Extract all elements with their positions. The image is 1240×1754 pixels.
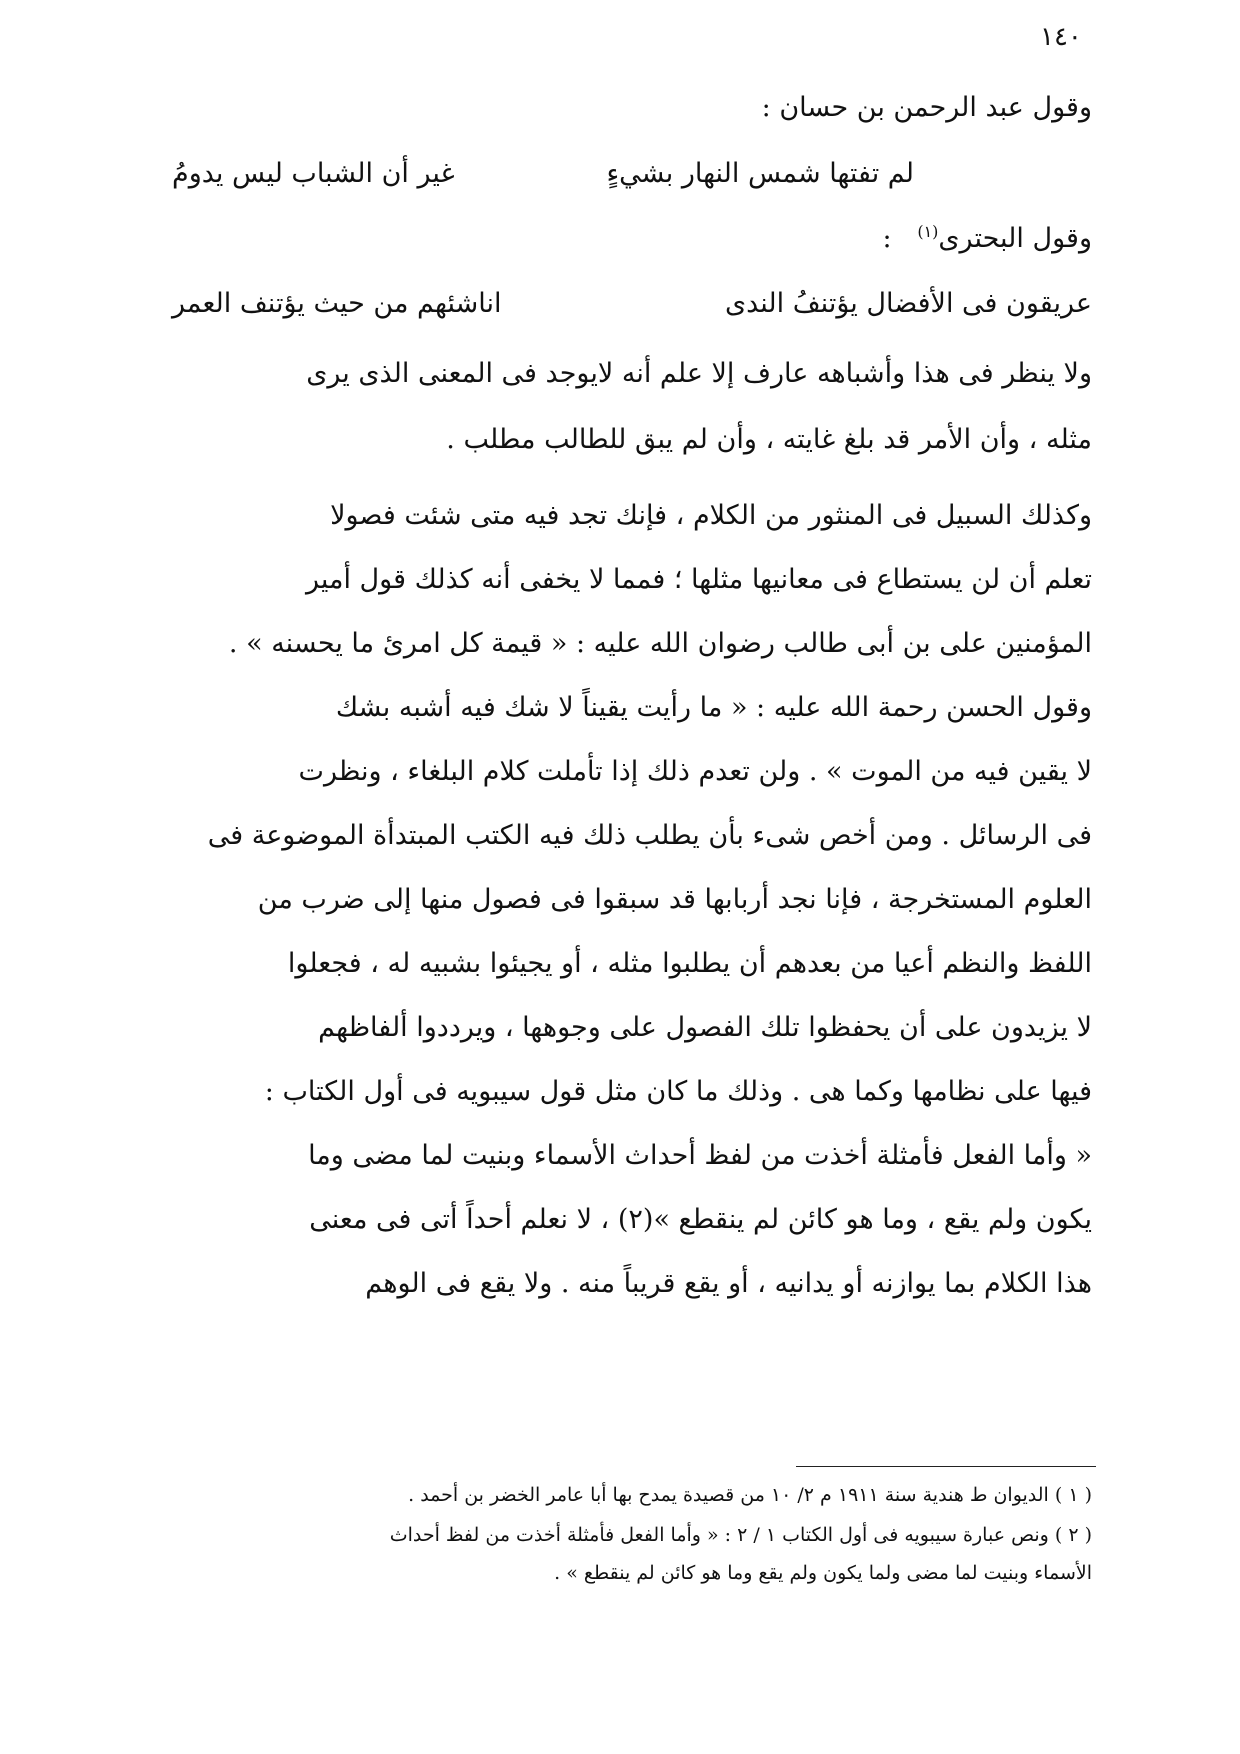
paragraph-line: اللفظ والنظم أعيا من بعدهم أن يطلبوا مثله ، أو يجيئوا بشبيه له ، فجعلوا xyxy=(287,948,1092,979)
paragraph-line: تعلم أن لن يستطاع فى معانيها مثلها ؛ فمما لا يخفى أنه كذلك قول أمير xyxy=(305,564,1092,595)
paragraph-line: يكون ولم يقع ، وما هو كائن لم ينقطع »(٢) ، لا نعلم أحداً أتى فى معنى xyxy=(309,1204,1092,1235)
paragraph-line: العلوم المستخرجة ، فإنا نجد أربابها قد سبقوا فى فصول منها إلى ضرب من xyxy=(257,884,1092,915)
paragraph-line: المؤمنين على بن أبى طالب رضوان الله عليه : « قيمة كل امرئ ما يحسنه » . xyxy=(228,628,1092,659)
verse-1-first-hemistich: لم تفتها شمس النهار بشيءٍ xyxy=(606,158,914,189)
paragraph-line: وقول الحسن رحمة الله عليه : « ما رأيت يقيناً لا شك فيه أشبه بشك xyxy=(335,692,1092,723)
paragraph-line: فيها على نظامها وكما هى . وذلك ما كان مثل قول سيبويه فى أول الكتاب : xyxy=(264,1076,1092,1107)
paragraph-line: ولا ينظر فى هذا وأشباهه عارف إلا علم أنه لايوجد فى المعنى الذى يرى xyxy=(306,358,1092,389)
footnote-1: ( ١ ) الديوان ط هندية سنة ١٩١١ م ٢/ ١٠ من قصيدة يمدح بها أبا عامر الخضر بن أحمد . xyxy=(408,1484,1092,1506)
poem-intro-2-text: وقول البحترى xyxy=(938,223,1092,254)
verse-1-second-hemistich: غير أن الشباب ليس يدومُ xyxy=(172,158,455,189)
footnote-2: ( ٢ ) ونص عبارة سيبويه فى أول الكتاب ١ / ٢ : « وأما الفعل فأمثلة أخذت من لفظ أحداث xyxy=(389,1524,1092,1546)
paragraph-line: لا يقين فيه من الموت » . ولن تعدم ذلك إذا تأملت كلام البلغاء ، ونظرت xyxy=(298,756,1092,787)
poem-intro-1: وقول عبد الرحمن بن حسان : xyxy=(761,92,1092,123)
verse-2-first-hemistich: عريقون فى الأفضال يؤتنفُ الندى xyxy=(724,288,1092,319)
footnote-ref-1: (١) xyxy=(917,222,939,241)
paragraph-line: « وأما الفعل فأمثلة أخذت من لفظ أحداث الأسماء وبنيت لما مضى وما xyxy=(308,1140,1092,1171)
paragraph-line: لا يزيدون على أن يحفظوا تلك الفصول على وجوهها ، ويرددوا ألفاظهم xyxy=(318,1012,1092,1043)
paragraph-line: وكذلك السبيل فى المنثور من الكلام ، فإنك تجد فيه متى شئت فصولا xyxy=(330,500,1092,531)
verse-2-second-hemistich: اناشئهم من حيث يؤتنف العمر xyxy=(172,288,502,319)
paragraph-line: مثله ، وأن الأمر قد بلغ غايته ، وأن لم يبق للطالب مطلب . xyxy=(446,424,1092,455)
footnote-separator xyxy=(796,1466,1096,1467)
paragraph-line: هذا الكلام بما يوازنه أو يدانيه ، أو يقع قريباً منه . ولا يقع فى الوهم xyxy=(365,1268,1092,1299)
paragraph-line: فى الرسائل . ومن أخص شىء بأن يطلب ذلك فيه الكتب المبتدأة الموضوعة فى xyxy=(207,820,1092,851)
footnote-2-continued: الأسماء وبنيت لما مضى ولما يكون ولم يقع وما هو كائن لم ينقطع » . xyxy=(554,1562,1092,1584)
poem-intro-2-colon: : xyxy=(882,223,892,254)
page-number: ١٤٠ xyxy=(1040,22,1082,52)
poem-intro-2 xyxy=(172,222,1092,254)
